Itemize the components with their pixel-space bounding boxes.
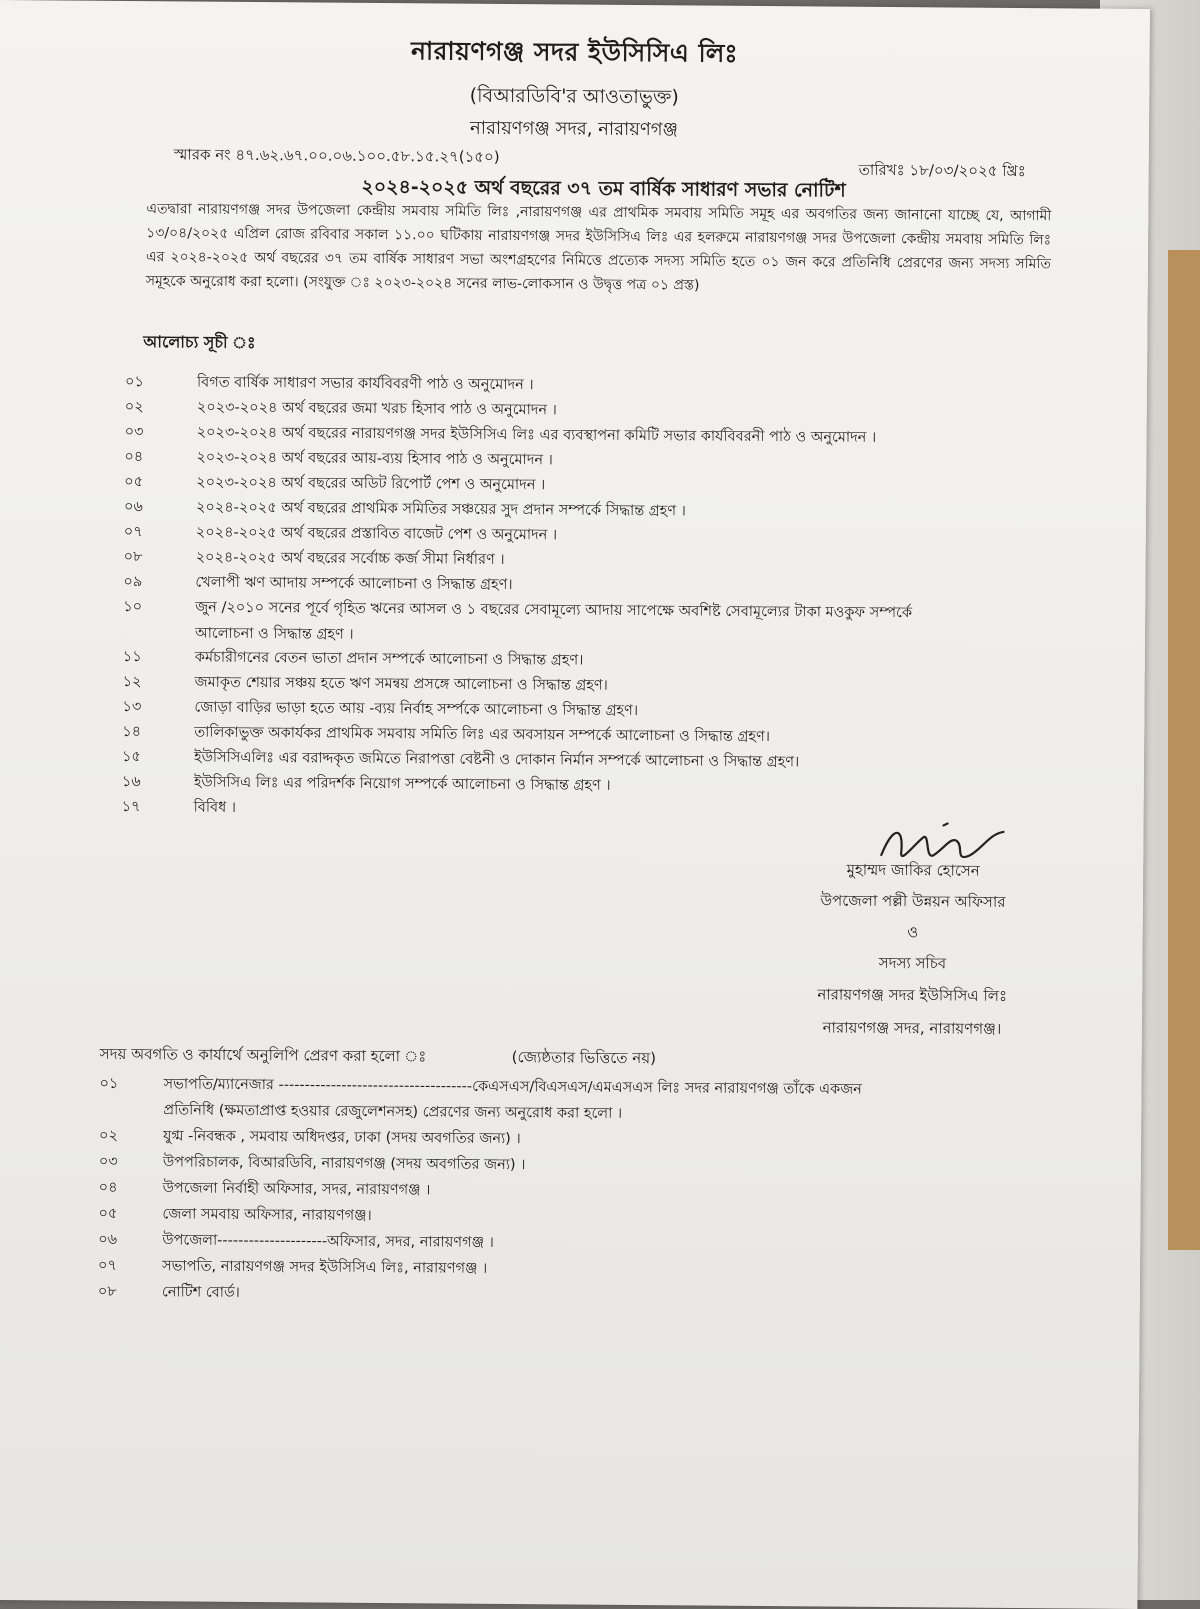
agenda-item-number: ১৫ bbox=[121, 748, 141, 766]
agenda-item-number: ১৪ bbox=[122, 723, 142, 741]
agenda-item-text: ২০২৩-২০২৪ অর্থ বছরের জমা খরচ হিসাব পাঠ ও অনুমোদন । bbox=[196, 399, 557, 419]
agenda-item-number: ০৫ bbox=[124, 473, 144, 491]
signatory-org: নারায়ণগঞ্জ সদর ইউসিসিএ লিঃ bbox=[817, 985, 1008, 1005]
copy-item-text: জেলা সমবায় অফিসার, নারায়ণগঞ্জ। bbox=[162, 1206, 372, 1224]
agenda-item-text-continued: আলোচনা ও সিদ্ধান্ত গ্রহণ । bbox=[194, 625, 354, 643]
copy-item-text: উপজেলা নির্বাহী অফিসার, সদর, নারায়ণগঞ্জ । bbox=[162, 1180, 431, 1199]
copy-item-number: ০৩ bbox=[98, 1153, 118, 1170]
address-line: নারায়ণগঞ্জ সদর, নারায়ণগঞ্জ bbox=[469, 117, 679, 141]
agenda-item-number: ১৩ bbox=[122, 698, 142, 716]
signatory-place: নারায়ণগঞ্জ সদর, নারায়ণগঞ্জ। bbox=[822, 1018, 1002, 1038]
agenda-item-number: ১৭ bbox=[121, 798, 141, 816]
agenda-item-text: ২০২৩-২০২৪ অর্থ বছরের নারায়ণগঞ্জ সদর ইউসিসিএ লিঃ এর ব্যবস্থাপনা কমিটি সভার কার্যবিবরনী পাঠ ও অনুমোদন । bbox=[196, 424, 877, 446]
agenda-item-number: ১২ bbox=[122, 673, 142, 691]
copy-item-number: ০৭ bbox=[97, 1257, 117, 1274]
org-title: নারায়ণগঞ্জ সদর ইউসিসিএ লিঃ bbox=[410, 36, 739, 68]
copy-item-number: ০৪ bbox=[98, 1179, 118, 1196]
signatory-designation: উপজেলা পল্লী উন্নয়ন অফিসার bbox=[820, 891, 1006, 911]
copy-item-text-continued: প্রতিনিধি (ক্ষমতাপ্রাপ্ত হওয়ার রেজুলেশনসহ) প্রেরণের জন্য অনুরোধ করা হলো । bbox=[163, 1102, 623, 1122]
agenda-item-number: ০২ bbox=[124, 398, 144, 416]
notice-title: ২০২৪-২০২৫ অর্থ বছরের ৩৭ তম বার্ষিক সাধারণ সভার নোটিশ bbox=[361, 175, 846, 202]
notice-date: তারিখঃ ১৮/০৩/২০২৫ খ্রিঃ bbox=[858, 160, 1026, 181]
agenda-item-text: ২০২৪-২০২৫ অর্থ বছরের প্রস্তাবিত বাজেট পেশ ও অনুমোদন । bbox=[195, 524, 558, 544]
agenda-item-text: তালিকাভুক্ত অকার্যকর প্রাথমিক সমবায় সমিতি লিঃ এর অবসায়ন সম্পর্কে আলোচনা ও সিদ্ধান্ত গ্রহণ। bbox=[194, 724, 771, 746]
agenda-item-text: ইউসিসিএলিঃ এর বরাদ্দকৃত জমিতে নিরাপত্তা বেষ্টনী ও দোকান নির্মান সম্পর্কে আলোচনা ও সিদ্ধান্ত গ্রহণ। bbox=[193, 749, 800, 771]
agenda-item-text: ২০২৪-২০২৫ অর্থ বছরের প্রাথমিক সমিতির সঞ্চয়ের সুদ প্রদান সম্পর্কে সিদ্ধান্ত গ্রহণ । bbox=[195, 499, 686, 520]
signatory-role: সদস্য সচিব bbox=[878, 953, 947, 973]
agenda-item-text: খেলাপী ঋণ আদায় সম্পর্কে আলোচনা ও সিদ্ধান্ত গ্রহণ। bbox=[195, 574, 513, 594]
agenda-item-number: ১০ bbox=[123, 598, 143, 616]
copy-item-number: ০৮ bbox=[97, 1283, 117, 1300]
copy-item-number: ০৫ bbox=[98, 1205, 118, 1222]
agenda-item-text: জুন /২০১০ সনের পূর্বে গৃহিত ঋনের আসল ও ১ বছরের সেবামূল্যে আদায় সাপেক্ষে অবশিষ্ট সেবামূল্যের টাকা মওকুফ সম্পর্কে bbox=[195, 599, 913, 622]
agenda-item-number: ০৯ bbox=[123, 573, 143, 591]
copy-item-text: যুগ্ম -নিবন্ধক , সমবায় অধিদপ্তর, ঢাকা (সদয় অবগতির জন্য) । bbox=[163, 1128, 521, 1148]
signatory-name: মুহাম্মদ জাকির হোসেন bbox=[846, 860, 980, 880]
agenda-item-text: কর্মচারীগনের বেতন ভাতা প্রদান সম্পর্কে আলোচনা ও সিদ্ধান্ত গ্রহণ। bbox=[194, 649, 584, 669]
notice-body: এতদ্বারা নারায়ণগঞ্জ সদর উপজেলা কেন্দ্রীয় সমবায় সমিতি লিঃ ,নারায়ণগঞ্জ এর প্রাথমিক সমবায় সমিতি সমূহ এর অবগতির জন্য জানানো যাচ্ছে যে, আগামী ১৩/০৪/২০২৫ এপ্রিল রোজ রবিবার সকাল ১১.০০ ঘটিকায় নারায়ণগঞ্জ সদর ইউসিসিএ লিঃ এর হলরুমে নারায়ণগঞ্জ সদর উপজেলা কেন্দ্রীয় সমবায় সমিতি লিঃ এর ২০২৪-২০২৫ অর্থ বছরের ৩৭ তম বার্ষিক সাধারণ সভা অংশগ্রহণের নিমিত্তে প্রত্যেক সদস্য সমিতি হতে ০১ জন করে প্রতিনিধি প্রেরণের জন্য সদস্য সমিতি সমূহকে অনুরোধ করা হলো। (সংযুক্ত ঃ ২০২৩-২০২৪ সনের লাভ-লোকসান ও উদ্বৃত্ত পত্র ০১ প্রস্ত) bbox=[145, 201, 1052, 294]
agenda-item-text: জোড়া বাড়ির ভাড়া হতে আয় -ব্যয় নির্বাহ সর্ম্পকে আলোচনা ও সিদ্ধান্ত গ্রহণ। bbox=[194, 699, 639, 720]
agenda-item-number: ০৪ bbox=[124, 448, 144, 466]
copy-item-text: উপপরিচালক, বিআরডিবি, নারায়ণগঞ্জ (সদয় অবগতির জন্য) । bbox=[162, 1154, 526, 1174]
agenda-item-text: বিবিধ । bbox=[193, 799, 237, 816]
agenda-item-text: ২০২৪-২০২৫ অর্থ বছরের সর্বোচ্চ কর্জ সীমা নির্ধারণ । bbox=[195, 549, 505, 568]
signatory-and: ও bbox=[907, 923, 919, 942]
agenda-item-text: ইউসিসিএ লিঃ এর পরিদর্শক নিয়োগ সম্পর্কে আলোচনা ও সিদ্ধান্ত গ্রহণ । bbox=[193, 774, 611, 794]
copy-item-text: সভাপতি, নারায়ণগঞ্জ সদর ইউসিসিএ লিঃ, নারায়ণগঞ্জ । bbox=[161, 1258, 488, 1277]
agenda-item-number: ০১ bbox=[124, 373, 144, 391]
agenda-item-text: জমাকৃত শেয়ার সঞ্চয় হতে ঋণ সমন্বয় প্রসঙ্গে আলোচনা ও সিদ্ধান্ত গ্রহণ। bbox=[194, 674, 608, 694]
copy-item-text: সভাপতি/ম্যানেজার -------------------------------------কেএসএস/বিএসএস/এমএসএস লিঃ সদর নারায়ণগঞ্জ তাঁকে একজন bbox=[163, 1076, 862, 1098]
copy-item-number: ০১ bbox=[99, 1075, 119, 1092]
agenda-item-number: ১৬ bbox=[121, 773, 141, 791]
copy-item-text: নোটিশ বোর্ড। bbox=[161, 1284, 240, 1301]
affiliation-line: (বিআরডিবি'র আওতাভুক্ত) bbox=[469, 84, 679, 109]
copy-item-number: ০৬ bbox=[98, 1231, 118, 1248]
agenda-item-text: বিগত বার্ষিক সাধারণ সভার কার্যবিবরণী পাঠ ও অনুমোদন । bbox=[196, 374, 534, 394]
copy-item-number: ০২ bbox=[99, 1127, 119, 1144]
copy-heading: সদয় অবগতি ও কার্যার্থে অনুলিপি প্রেরণ করা হলো ঃ bbox=[99, 1044, 427, 1066]
agenda-item-number: ০৮ bbox=[123, 548, 143, 566]
agenda-item-text: ২০২৩-২০২৪ অর্থ বছরের আয়-ব্যয় হিসাব পাঠ ও অনুমোদন । bbox=[196, 449, 553, 469]
background-surface bbox=[1168, 250, 1200, 1250]
agenda-item-text: ২০২৩-২০২৪ অর্থ বছরের অডিট রিপোর্ট পেশ ও অনুমোদন । bbox=[196, 474, 546, 494]
agenda-item-number: ০৭ bbox=[123, 523, 143, 541]
agenda-item-number: ০৬ bbox=[123, 498, 143, 516]
agenda-item-number: ০৩ bbox=[124, 423, 144, 441]
agenda-heading: আলোচ্য সূচী ঃ bbox=[143, 332, 256, 353]
agenda-item-number: ১১ bbox=[122, 648, 142, 666]
copy-item-text: উপজেলা---------------------অফিসার, সদর, নারায়ণগঞ্জ । bbox=[162, 1232, 494, 1251]
copy-note: (জ্যেষ্ঠতার ভিত্তিতে নয়) bbox=[511, 1048, 657, 1068]
memo-number: স্মারক নং ৪৭.৬২.৬৭.০০.০৬.১০০.৫৮.১৫.২৭(১৫০) bbox=[173, 145, 500, 166]
